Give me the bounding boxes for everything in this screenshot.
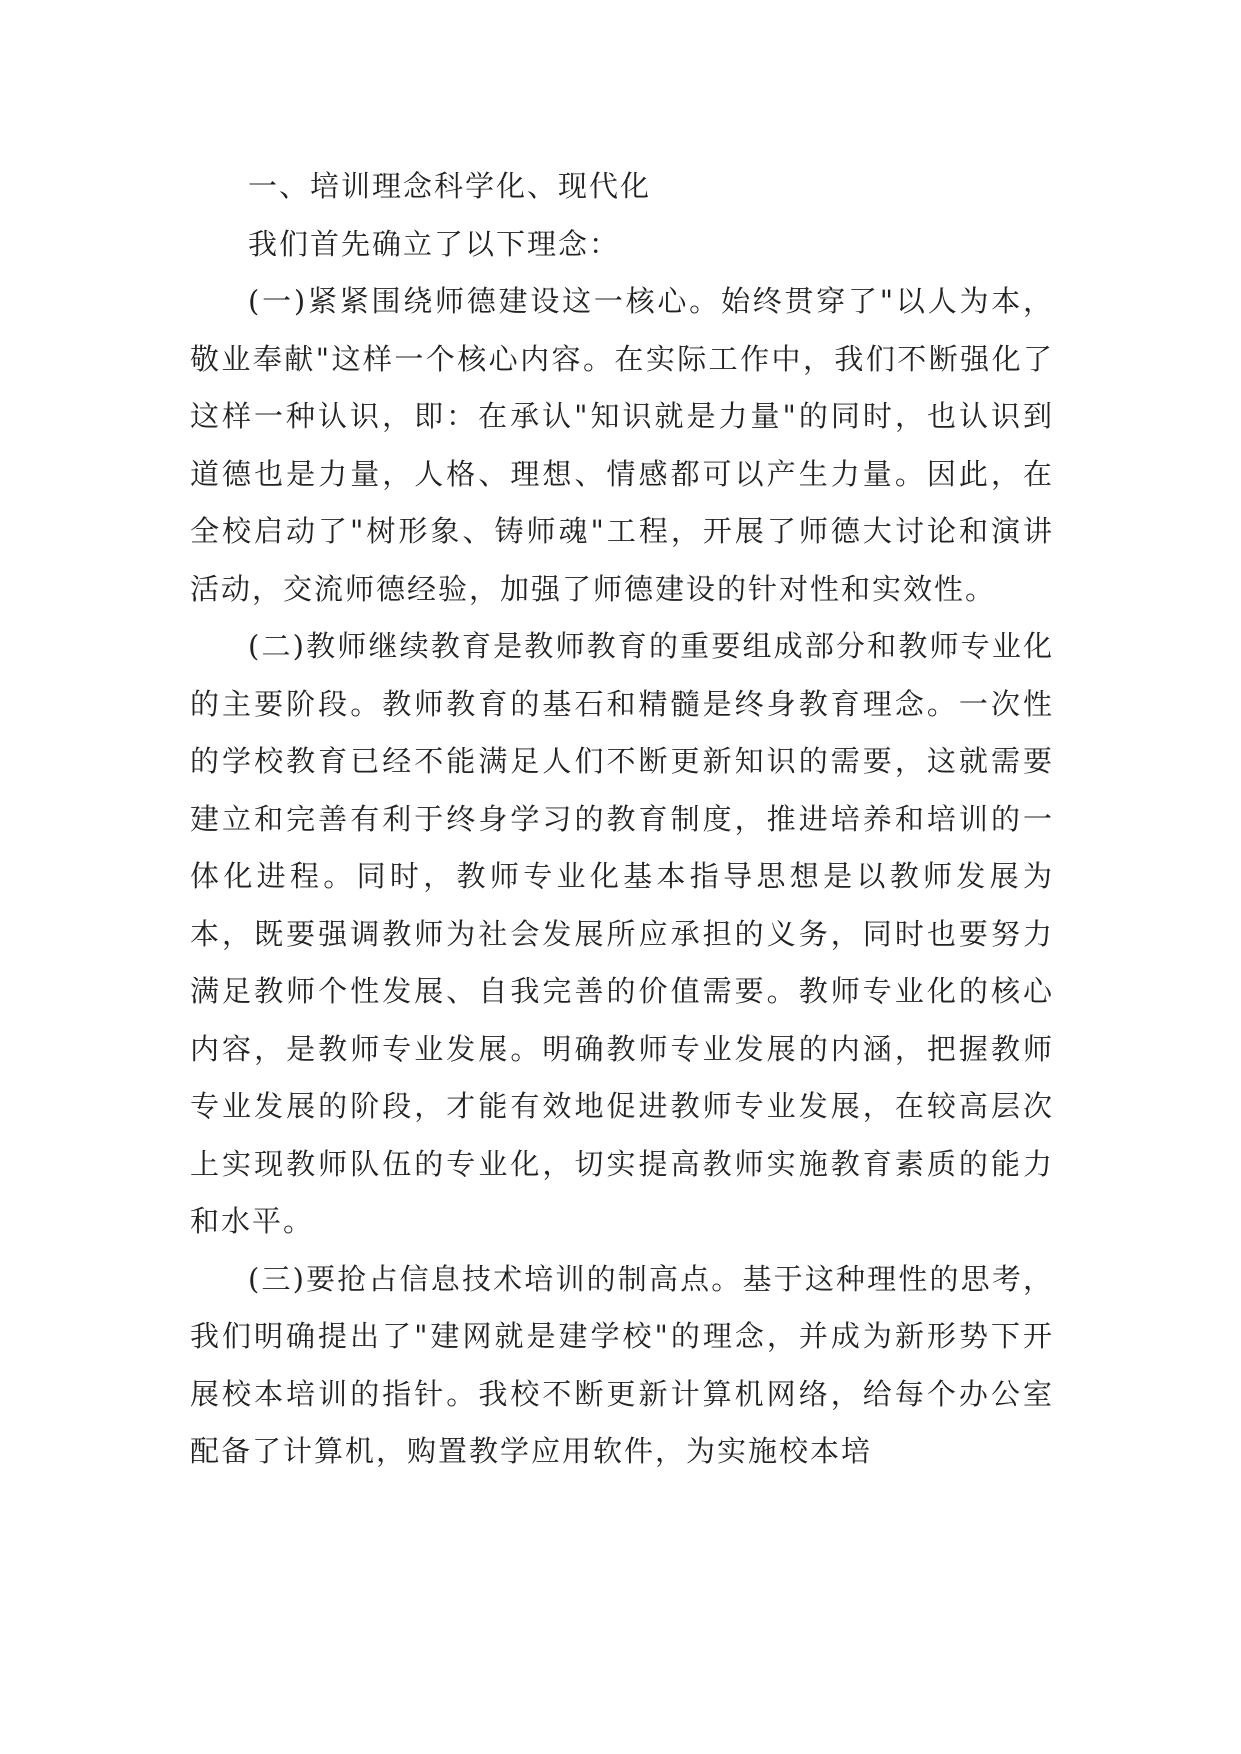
intro-paragraph: 我们首先确立了以下理念： xyxy=(248,226,621,261)
paragraph-3: (三)要抢占信息技术培训的制高点。基于这种理性的思考，我们明确提出了"建网就是建学校"的理念，并成为新形势下开展校本培训的指针。我校不断更新计算机网络，给每个办公室配备了计算机，购置教学应用软件，为实施校本培 xyxy=(190,1261,1054,1468)
section-heading: 一、培训理念科学化、现代化 xyxy=(248,169,652,203)
paragraph-2: (二)教师继续教育是教师教育的重要组成部分和教师专业化的主要阶段。教师教育的基石和精髓是终身教育理念。一次性的学校教育已经不能满足人们不断更新知识的需要，这就需要建立和完善有利于终身学习的教育制度，推进培养和培训的一体化进程。同时，教师专业化基本指导思想是以教师发展为本，既要强调教师为社会发展所应承担的义务，同时也要努力满足教师个性发展、自我完善的价值需要。教师专业化的核心内容，是教师专业发展。明确教师专业发展的内涵，把握教师专业发展的阶段，才能有效地促进教师专业发展，在较高层次上实现教师队伍的专业化，切实提高教师实施教育素质的能力和水平。 xyxy=(190,629,1054,1238)
paragraph-1: (一)紧紧围绕师德建设这一核心。始终贯穿了"以人为本，敬业奉献"这样一个核心内容。在实际工作中，我们不断强化了这样一种认识，即：在承认"知识就是力量"的同时，也认识到道德也是力量，人格、理想、情感都可以产生力量。因此，在全校启动了"树形象、铸师魂"工程，开展了师德大讨论和演讲活动，交流师德经验，加强了师德建设的针对性和实效性。 xyxy=(190,284,1054,606)
document-body xyxy=(190,158,1054,1481)
